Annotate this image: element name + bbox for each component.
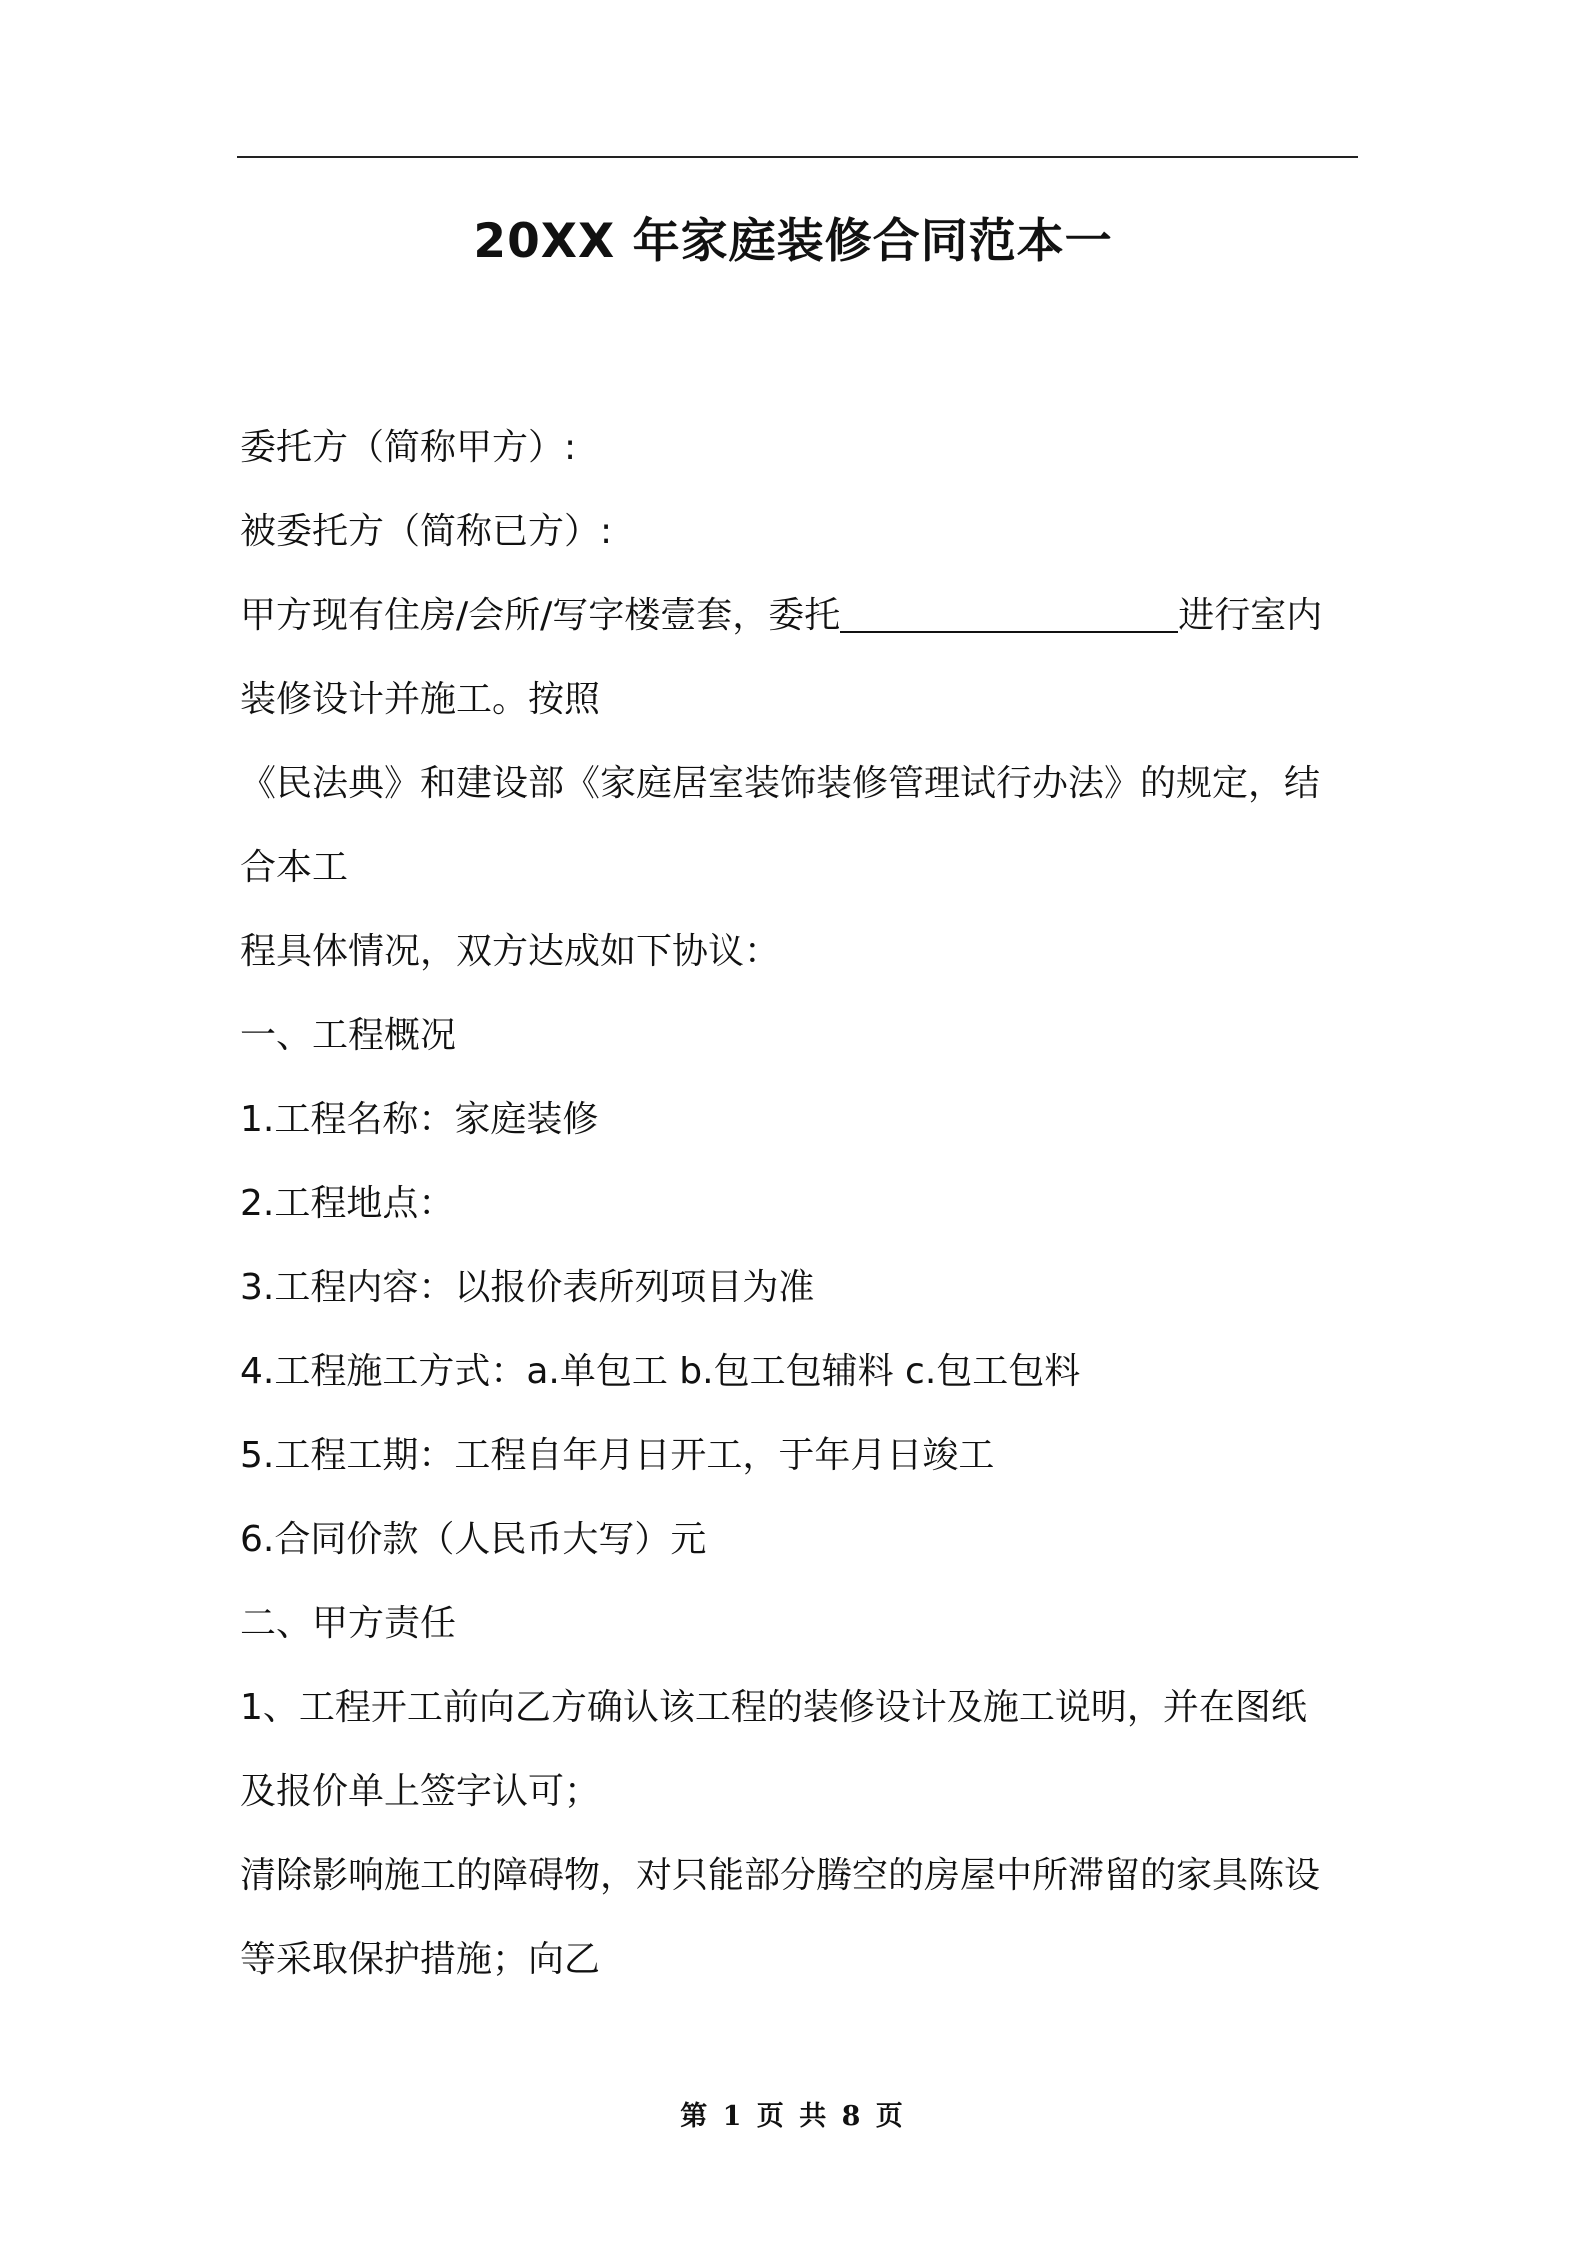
text-line: 6.合同价款（人民币大写）元 <box>240 1519 707 1560</box>
text-line: 程具体情况，双方达成如下协议： <box>240 931 781 972</box>
text-line: 1、工程开工前向乙方确认该工程的装修设计及施工说明，并在图纸 <box>240 1687 1307 1728</box>
text-line: 及报价单上签字认可； <box>240 1771 601 1812</box>
text-line: 等采取保护措施；向乙 <box>240 1939 601 1980</box>
text-line: 3.工程内容：以报价表所列项目为准 <box>240 1267 815 1308</box>
text-segment: 甲方现有住房/会所/写字楼壹套，委托 <box>240 595 841 636</box>
section-heading: 二、甲方责任 <box>240 1603 457 1644</box>
fill-in-blank <box>840 591 1178 633</box>
section-heading: 一、工程概况 <box>240 1015 457 1056</box>
text-line: 合本工 <box>240 847 349 888</box>
text-segment: 进行室内 <box>1178 595 1323 636</box>
text-line: 5.工程工期：工程自年月日开工，于年月日竣工 <box>240 1435 995 1476</box>
text-line: 被委托方（简称已方）: <box>240 511 613 552</box>
text-line: 委托方（简称甲方）: <box>240 427 577 468</box>
header-rule <box>237 156 1358 158</box>
document-title: 20XX 年家庭装修合同范本一 <box>473 214 1113 269</box>
text-line <box>240 574 1360 658</box>
document-body <box>240 406 1360 2002</box>
page-number: 第 1 页 共 8 页 <box>680 2101 906 2132</box>
text-line: 装修设计并施工。按照 <box>240 679 601 720</box>
text-line: 《民法典》和建设部《家庭居室装饰装修管理试行办法》的规定，结 <box>240 763 1321 804</box>
text-line: 1.工程名称：家庭装修 <box>240 1099 599 1140</box>
text-line: 2.工程地点： <box>240 1183 455 1224</box>
text-line: 4.工程施工方式：a.单包工 b.包工包辅料 c.包工包料 <box>240 1351 1081 1392</box>
text-line: 清除影响施工的障碍物，对只能部分腾空的房屋中所滞留的家具陈设 <box>240 1855 1321 1896</box>
